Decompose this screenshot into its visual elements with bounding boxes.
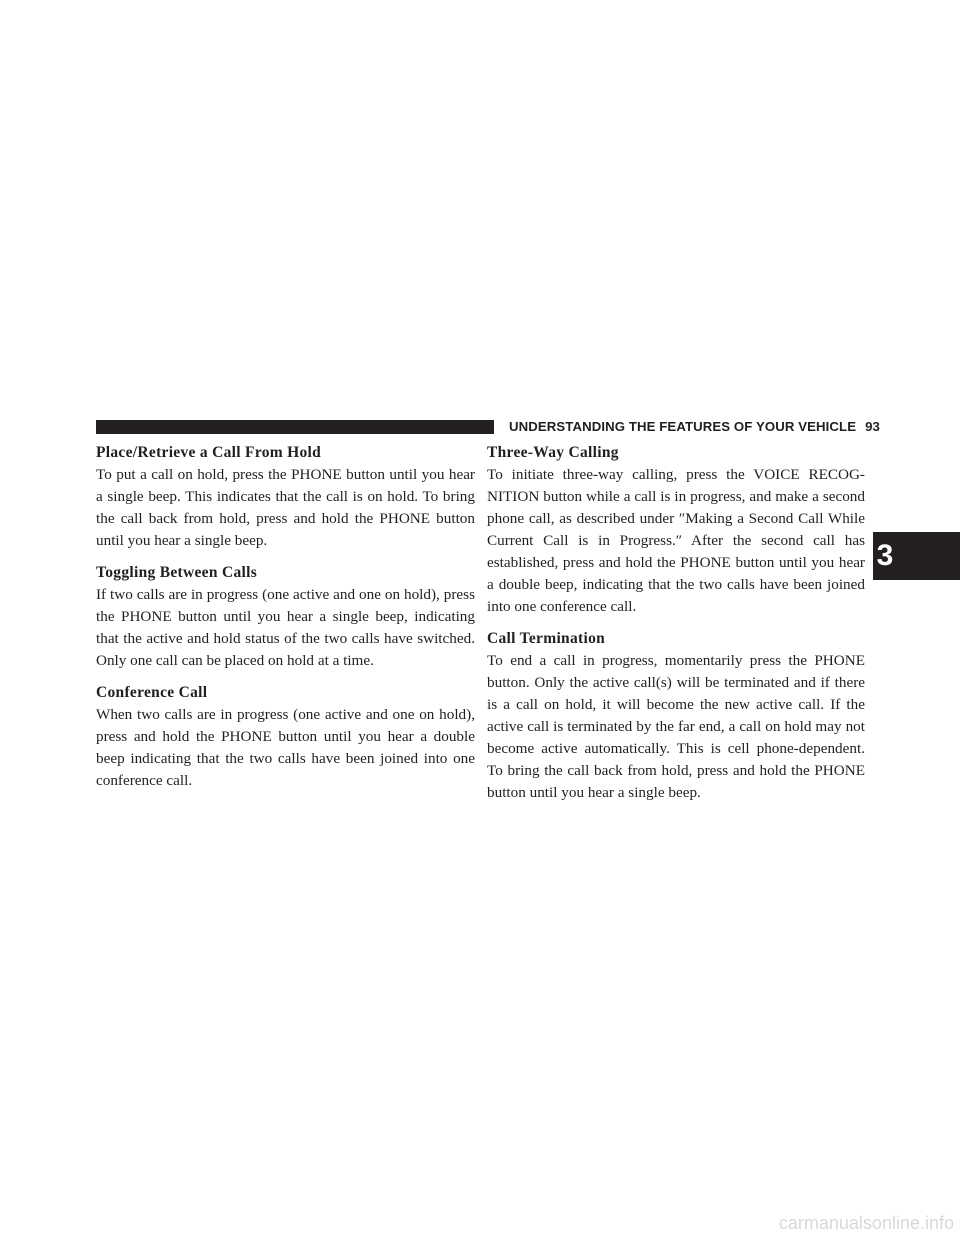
section-toggling-calls — [96, 562, 475, 672]
section-heading: Three-Way Calling — [487, 444, 619, 461]
section-place-retrieve-hold — [96, 442, 475, 552]
running-header — [509, 418, 880, 436]
section-heading: Toggling Between Calls — [96, 564, 258, 581]
section-body: To end a call in progress, momentarily press the PHONE button. Only the active call(s) will be terminated and if there is a call on hold, it will become the new active call. If the active call is terminated by the far end, a call on hold may not become active automatically. This is cell phone-dependent. To bring the call back from hold, press and hold the PHONE button until you hear a single beep. — [487, 652, 865, 801]
chapter-tab — [873, 532, 960, 580]
section-three-way-calling — [487, 442, 865, 618]
header-rule — [96, 420, 494, 434]
section-heading: Conference Call — [96, 684, 208, 701]
section-body: If two calls are in progress (one active and one on hold), press the PHONE button until you hear a single beep, indicating that the active and hold status of the two calls have switched. Only one call can be placed on hold at a time. — [96, 586, 475, 669]
section-body: To initiate three-way calling, press the VOICE RECOG-NITION button while a call is in progress, and make a second phone call, as described under ″Making a Second Call While Current Call is in Progress.″ After the second call has established, press and hold the PHONE button until you hear a double beep, indicating that the two calls have been joined into one conference call. — [487, 466, 865, 615]
right-column — [487, 442, 865, 814]
page-number: 93 — [865, 419, 880, 434]
section-heading: Place/Retrieve a Call From Hold — [96, 444, 322, 461]
section-call-termination — [487, 628, 865, 804]
section-body: When two calls are in progress (one active and one on hold), press and hold the PHONE button until you hear a double beep indicating that the two calls have been joined into one conference call. — [96, 706, 475, 789]
chapter-number: 3 — [876, 539, 894, 572]
left-column — [96, 442, 475, 802]
section-body: To put a call on hold, press the PHONE button until you hear a single beep. This indicates that the call is on hold. To bring the call back from hold, press and hold the PHONE button until you hear a single beep. — [96, 466, 475, 549]
footer-watermark: carmanualsonline.info — [778, 1213, 954, 1233]
header-title: UNDERSTANDING THE FEATURES OF YOUR VEHICLE — [509, 419, 857, 434]
section-heading: Call Termination — [487, 630, 606, 647]
section-conference-call — [96, 682, 475, 792]
